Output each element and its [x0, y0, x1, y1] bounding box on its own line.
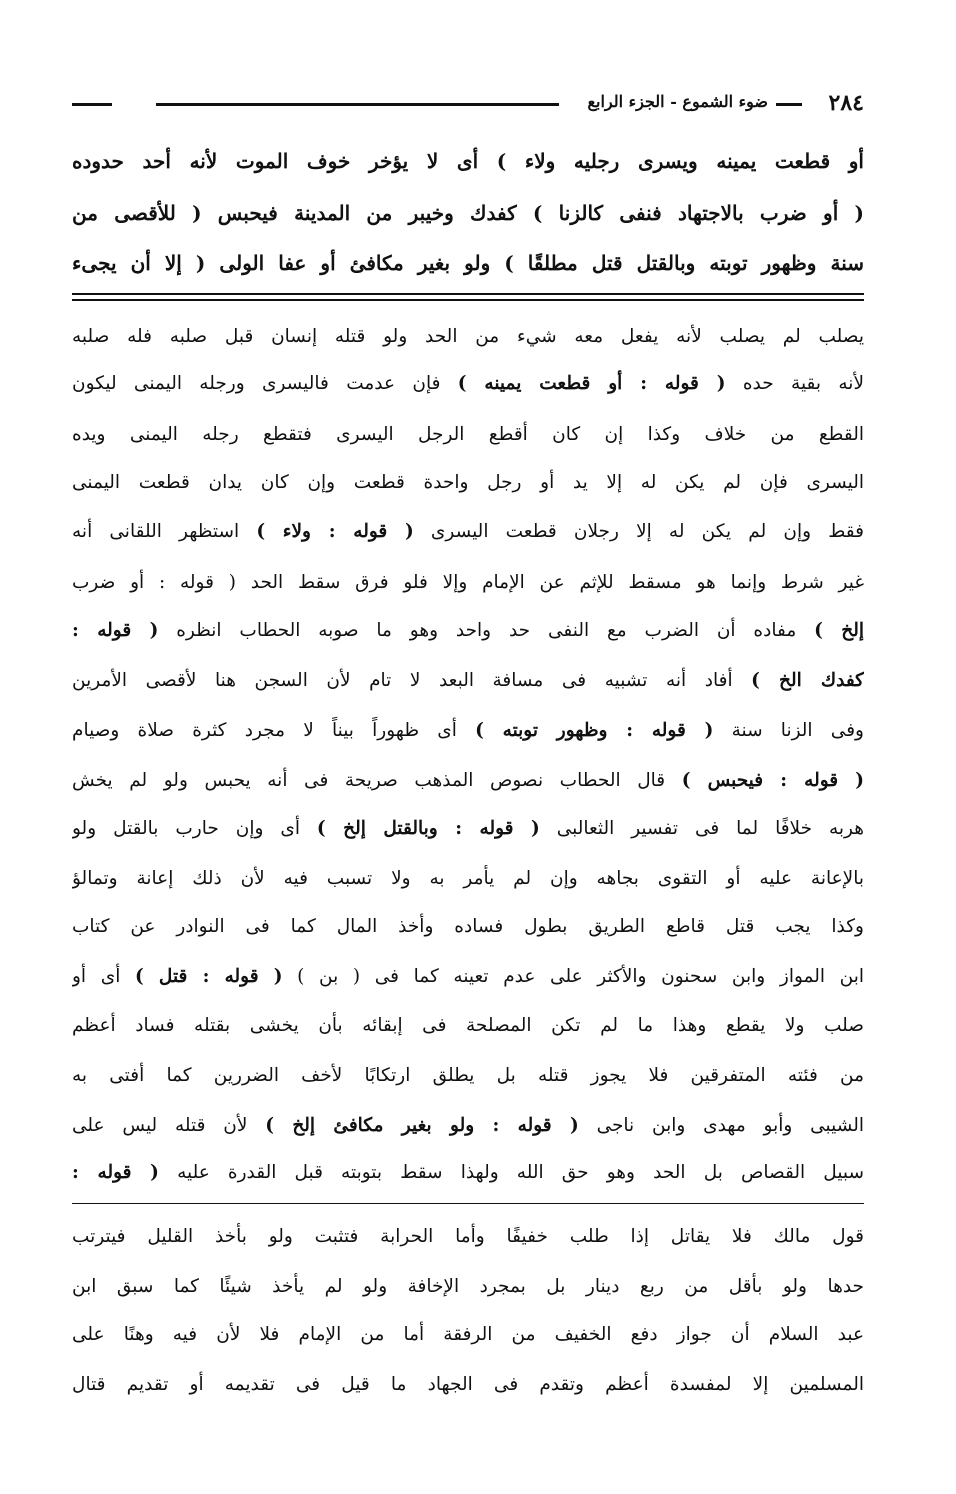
commentary-line: الشيبى وأبو مهدى وابن ناجى ( قوله : ولو بغير مكافئ إلخ ) لأن قتله ليس على: [72, 1115, 864, 1136]
commentary-line: بالإعانة عليه أو التقوى بجاهه وإن لم يأمر به ولا تسبب فيه لأن ذلك إعانة وتمالؤ: [72, 868, 864, 889]
commentary-line: إلخ ) مفاده أن الضرب مع النفى حد واحد وهو ما صوبه الحطاب انظره ( قوله :: [72, 620, 864, 641]
footnote-line: قول مالك فلا يقاتل إذا طلب خفيفًا وأما الحرابة فتثبت ولو بأخذ القليل فيترتب: [72, 1226, 864, 1247]
header-rule: [72, 103, 112, 106]
header-rule: [776, 103, 802, 106]
main-text-line: ( أو ضرب بالاجتهاد فنفى كالزنا ) كفدك وخيبر من المدينة فيحبس ( للأقصى من: [72, 201, 864, 225]
commentary-line: هربه خلافًا لما فى تفسير الثعالبى ( قوله : وبالقتل إلخ ) أى وإن حارب بالقتل ولو: [72, 818, 864, 839]
main-text-line: أو قطعت يمينه ويسرى رجليه ولاء ) أى لا يؤخر خوف الموت لأنه أحد حدوده: [72, 149, 864, 173]
commentary-line: وكذا يجب قتل قاطع الطريق بطول فساده وأخذ المال كما فى النوادر عن كتاب: [72, 916, 864, 937]
page-number: ٢٨٤: [828, 90, 864, 116]
commentary-line: يصلب لم يصلب لأنه يفعل معه شيء من الحد ولو قتله إنسان قبل صلبه فله صلبه: [72, 326, 864, 347]
commentary-line: سبيل القصاص بل الحد وهو حق الله ولهذا سقط بتوبته قبل القدرة عليه ( قوله :: [72, 1162, 864, 1183]
commentary-line: القطع من خلاف وكذا إن كان أقطع الرجل اليسرى فتقطع رجله اليمنى ويده: [72, 424, 864, 445]
commentary-line: فقط وإن لم يكن له إلا رجلان قطعت اليسرى ( قوله : ولاء ) استظهر اللقانى أنه: [72, 521, 864, 542]
header-rule: [156, 103, 559, 106]
commentary-line: كفدك الخ ) أفاد أنه تشبيه فى مسافة البعد لا تام لأن السجن هنا لأقصى الأمرين: [72, 670, 864, 691]
commentary-line: ابن المواز وابن سحنون والأكثر على عدم تعينه كما فى ( بن ) ( قوله : قتل ) أى أو: [72, 966, 864, 987]
commentary-line: غير شرط وإنما هو مسقط للإثم عن الإمام وإلا فلو فرق سقط الحد ( قوله : أو ضرب: [72, 572, 864, 593]
running-title: ضوء الشموع - الجزء الرابع: [587, 92, 768, 111]
commentary-line: صلب ولا يقطع وهذا ما لم تكن المصلحة فى إبقائه بأن يخشى بقتله فساد أعظم: [72, 1015, 864, 1036]
footnote-line: حدها ولو بأقل من ربع دينار بل بمجرد الإخافة ولو لم يأخذ شيئًا كما سبق ابن: [72, 1276, 864, 1297]
section-divider: [72, 293, 864, 295]
section-divider: [72, 299, 864, 301]
commentary-line: ( قوله : فيحبس ) قال الحطاب نصوص المذهب صريحة فى أنه يحبس ولو لم يخش: [72, 770, 864, 791]
footnote-line: عبد السلام أن جواز دفع الخفيف من الرفقة أما من الإمام فلا لأن فيه وهنًا على: [72, 1324, 864, 1345]
footnote-divider: [72, 1203, 864, 1204]
commentary-line: اليسرى فإن لم يكن له إلا يد أو رجل واحدة قطعت وإن كان يدان قطعت اليمنى: [72, 472, 864, 493]
commentary-line: وفى الزنا سنة ( قوله : وظهور توبته ) أى ظهوراً بيناً لا مجرد كثرة صلاة وصيام: [72, 720, 864, 741]
running-header: [72, 90, 864, 118]
footnote-line: المسلمين إلا لمفسدة أعظم وتقدم فى الجهاد ما قيل فى تقديمه أو تقديم قتال: [72, 1374, 864, 1395]
commentary-line: لأنه بقية حده ( قوله : أو قطعت يمينه ) فإن عدمت فاليسرى ورجله اليمنى ليكون: [72, 373, 864, 394]
main-text-line: سنة وظهور توبته وبالقتل قتل مطلقًا ) ولو بغير مكافئ أو عفا الولى ( إلا أن يجىء: [72, 251, 864, 275]
commentary-line: من فئته المتفرقين فلا يجوز قتله بل يطلق ارتكابًا لأخف الضررين كما أفتى به: [72, 1065, 864, 1086]
